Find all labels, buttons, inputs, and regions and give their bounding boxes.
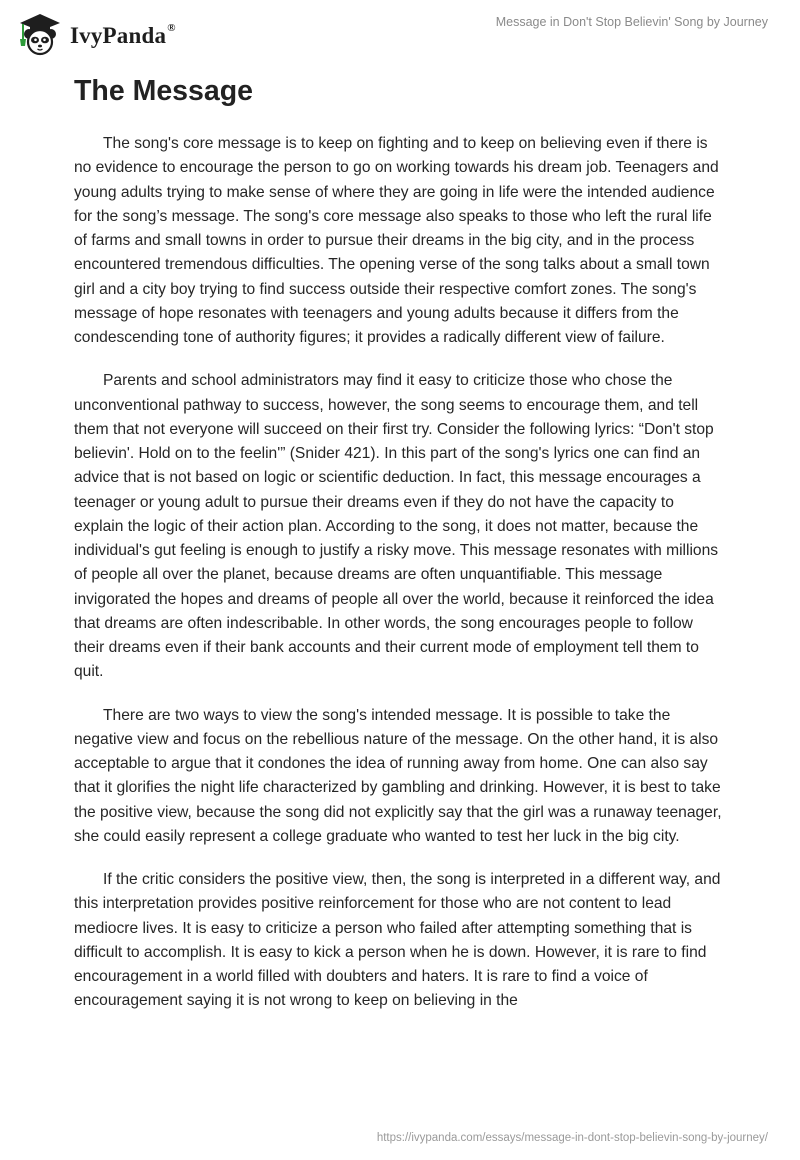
brand-name bbox=[70, 23, 176, 49]
paragraph: If the critic considers the positive view, then, the song is interpreted in a different way, and this interpretation provides positive reinforcement for those who are not content to lead mediocre lives. It is easy to criticize a person who failed after attempting something that is difficult to accomplish. It is easy to kick a person when he is down. However, it is rare to find encouragement in a world filled with doubters and haters. It is rare to find a voice of encouragement saying it is not wrong to keep on believing in the bbox=[74, 871, 721, 1010]
registered-mark: ® bbox=[167, 22, 176, 35]
graduation-panda-icon bbox=[14, 9, 66, 57]
brand-name-text: IvyPanda bbox=[70, 23, 167, 48]
document-title: Message in Don't Stop Believin' Song by Journey bbox=[495, 15, 768, 29]
paragraph: Parents and school administrators may find it easy to criticize those who chose the unconventional pathway to success, however, the song seems to encourage them, and tell them that not everyone will succeed on their first try. Consider the following lyrics: “Don't stop believin'. Hold on to the feelin'” (Snider 421). In this part of the song's lyrics one can find an advice that is not based on logic or scientific deduction. In fact, this message encourages a teenager or young adult to pursue their dreams even if they do not have the capacity to explain the logic of their action plan. According to the song, it does not matter, because the individual's gut feeling is enough to justify a risky move. This message resonates with millions of people all over the planet, because dreams are often unquantifiable. This message invigorated the hopes and dreams of people all over the world, because it reinforced the idea that dreams are often indescribable. In other words, the song encourages people to follow their dreams even if their bank accounts and their current mode of employment tell them to quit. bbox=[74, 372, 719, 681]
source-url[interactable]: https://ivypanda.com/essays/message-in-dont-stop-believin-song-by-journey/ bbox=[376, 1132, 768, 1144]
paragraph: There are two ways to view the song's intended message. It is possible to take the negative view and focus on the rebellious nature of the message. On the other hand, it is also acceptable to argue that it condones the idea of running away from home. One can also say that it glorifies the night life characterized by gambling and drinking. However, it is best to take the positive view, because the song did not explicitly say that the girl was a runaway teenager, she could easily represent a college graduate who wanted to test her luck in the big city. bbox=[74, 706, 722, 845]
page-header bbox=[0, 0, 800, 70]
section-heading: The Message bbox=[74, 75, 253, 107]
essay-body bbox=[74, 132, 726, 1033]
paragraph: The song's core message is to keep on fighting and to keep on believing even if there is no evidence to encourage the person to go on working towards his dream job. Teenagers and young adults trying to make sense of where they are going in life were the intended audience for the song’s message. The song's core message also speaks to those who left the rural life of farms and small towns in order to pursue their dreams in the big city, and in the process encountered tremendous difficulties. The opening verse of the song talks about a small town girl and a city boy trying to find success outside their respective comfort zones. The song's message of hope resonates with teenagers and young adults because it differs from the condescending tone of authority figures; it provides a radically different view of failure. bbox=[74, 135, 719, 346]
brand-logo[interactable] bbox=[14, 9, 176, 57]
